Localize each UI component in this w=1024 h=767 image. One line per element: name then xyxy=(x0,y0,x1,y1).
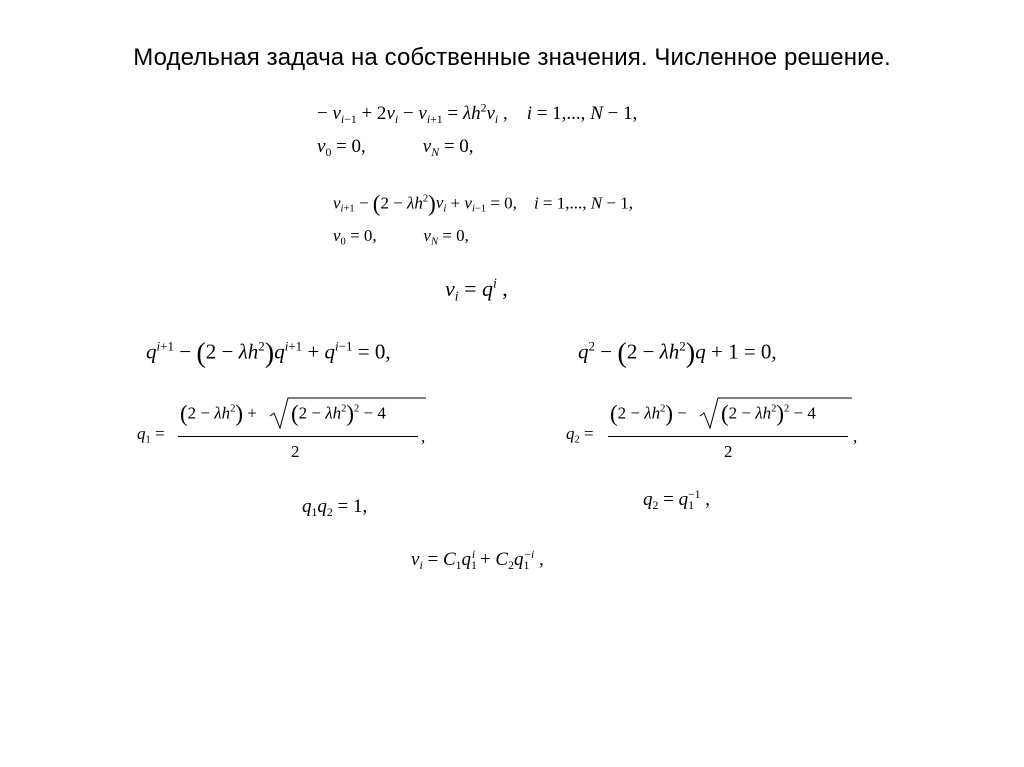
equation-characteristic: $q^2 - (2 - \lambda h^2)q + 1 = 0$, xyxy=(578,338,777,369)
equation-boundary-conditions: $v_0 = 0$, $v_N = 0$, xyxy=(317,136,474,159)
equation-root-product: $q_1q_2 = 1$, xyxy=(302,496,368,519)
equation-root-inverse: $q_2 = q_1^{-1}$ , xyxy=(643,487,711,512)
equation-general-solution: $v_i = C_1q_1^i + C_2q_1^{-i}$ , xyxy=(411,547,544,572)
equation-difference-scheme: − $v_{i-1} + 2v_i - v_{i+1} = \lambda h^2v_i$ , i = 1,..., N − 1, xyxy=(317,101,638,126)
equation-q-recurrence: $q^{i+1} - (2 - \lambda h^2)q^{i+1} + q^{i-1} = 0$, xyxy=(146,338,391,369)
equation-recurrence: $v_{i+1} - (2 - \lambda h^2)v_i + v_{i-1} = 0$, i = 1,..., N − 1, xyxy=(333,191,633,216)
slide-title: Модельная задача на собственные значения. Численное решение. xyxy=(133,44,891,71)
equation-boundary-conditions-2: $v_0 = 0$, $v_N = 0$, xyxy=(333,226,469,248)
equation-ansatz: $v_i = q^i$ , xyxy=(445,275,508,304)
